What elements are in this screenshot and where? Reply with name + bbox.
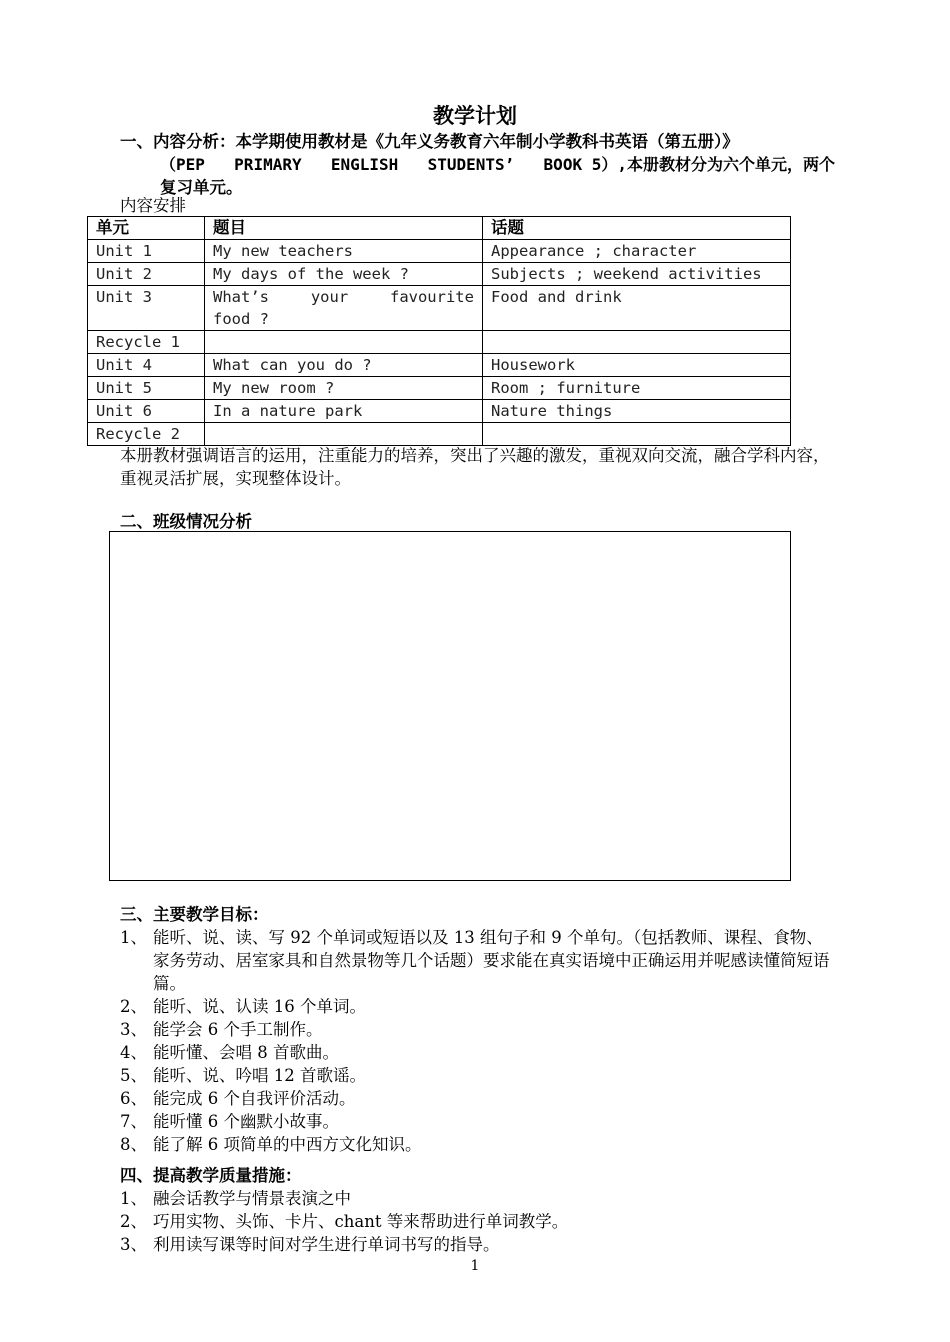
table-row — [88, 331, 791, 354]
item-text: 利用读写课等时间对学生进行单词书写的指导。 — [153, 1235, 500, 1254]
cell-topic — [483, 423, 791, 446]
item-text: 能听、说、读、写 92 个单词或短语以及 13 组句子和 9 个单句。（包括教师、课程、食物、家务劳动、居室家具和自然景物等几个话题）要求能在真实语境中正确运用并呢感读懂简短语篇。 — [153, 928, 830, 993]
cell-title-line2: food ? — [213, 310, 269, 328]
measures-list — [120, 1187, 835, 1256]
list-item — [120, 1233, 835, 1256]
line2-part: ENGLISH — [330, 155, 399, 174]
item-text: 能听、说、吟唱 12 首歌谣。 — [153, 1066, 366, 1085]
item-text: 能听懂 6 个幽默小故事。 — [153, 1112, 339, 1131]
section4-heading: 四、提高教学质量措施： — [120, 1166, 302, 1185]
item-text: 能听懂、会唱 8 首歌曲。 — [153, 1043, 339, 1062]
header-title: 题目 — [205, 217, 483, 240]
word: your — [310, 288, 349, 306]
list-item — [120, 1110, 835, 1133]
cell-unit: Unit 5 — [88, 377, 205, 400]
list-item — [120, 1041, 835, 1064]
section1-continuation — [160, 153, 835, 199]
item-number: 8、 — [120, 1135, 147, 1154]
list-item — [120, 995, 835, 1018]
cell-title-line1 — [213, 286, 482, 308]
cell-title — [205, 286, 483, 331]
word: What’s — [213, 288, 269, 306]
section3-heading: 三、主要教学目标： — [120, 905, 269, 924]
page-title: 教学计划 — [433, 103, 517, 128]
table-row — [88, 400, 791, 423]
cell-title — [205, 331, 483, 354]
cell-topic: Food and drink — [483, 286, 791, 331]
item-number: 3、 — [120, 1020, 147, 1039]
cell-topic: Appearance ; character — [483, 240, 791, 263]
cell-title: What can you do ? — [205, 354, 483, 377]
word: favourite — [389, 288, 474, 306]
cell-topic: Nature things — [483, 400, 791, 423]
list-item — [120, 1133, 835, 1156]
section1-line2 — [160, 153, 835, 176]
table-row — [88, 377, 791, 400]
line2-part: STUDENTS’ — [427, 155, 515, 174]
cell-unit: Unit 3 — [88, 286, 205, 331]
item-number: 1、 — [120, 1189, 147, 1208]
item-number: 2、 — [120, 1212, 147, 1231]
header-unit: 单元 — [88, 217, 205, 240]
item-number: 3、 — [120, 1235, 147, 1254]
item-number: 6、 — [120, 1089, 147, 1108]
item-number: 2、 — [120, 997, 147, 1016]
line2-part: （PEP — [160, 155, 205, 174]
item-number: 4、 — [120, 1043, 147, 1062]
header-topic: 话题 — [483, 217, 791, 240]
table-row — [88, 240, 791, 263]
list-item — [120, 1018, 835, 1041]
cell-topic: Housework — [483, 354, 791, 377]
cell-unit: Unit 4 — [88, 354, 205, 377]
section1-heading: 一、内容分析：本学期使用教材是《九年义务教育六年制小学教科书英语（第五册）》 — [120, 132, 739, 151]
list-item — [120, 1210, 835, 1233]
cell-unit: Unit 2 — [88, 263, 205, 286]
cell-title: In a nature park — [205, 400, 483, 423]
cell-title: My days of the week ? — [205, 263, 483, 286]
item-text: 巧用实物、头饰、卡片、chant 等来帮助进行单词教学。 — [153, 1212, 569, 1231]
cell-title — [205, 423, 483, 446]
units-table — [87, 216, 791, 446]
class-analysis-box — [109, 531, 791, 881]
arrangement-label: 内容安排 — [120, 196, 186, 215]
cell-topic: Subjects ; weekend activities — [483, 263, 791, 286]
list-item — [120, 926, 835, 995]
item-text: 能听、说、认读 16 个单词。 — [153, 997, 366, 1016]
content-summary: 本册教材强调语言的运用，注重能力的培养，突出了兴趣的激发，重视双向交流，融合学科内容，重视灵活扩展，实现整体设计。 — [120, 446, 830, 488]
line2-part: PRIMARY — [234, 155, 302, 174]
cell-title: My new teachers — [205, 240, 483, 263]
goals-list — [120, 926, 835, 1156]
item-text: 融会话教学与情景表演之中 — [153, 1189, 351, 1208]
table-row — [88, 423, 791, 446]
item-text: 能学会 6 个手工制作。 — [153, 1020, 323, 1039]
cell-title: My new room ? — [205, 377, 483, 400]
item-text: 能了解 6 项简单的中西方文化知识。 — [153, 1135, 422, 1154]
page-number: 1 — [470, 1258, 480, 1274]
cell-unit: Recycle 1 — [88, 331, 205, 354]
table-row — [88, 354, 791, 377]
cell-unit: Recycle 2 — [88, 423, 205, 446]
item-text: 能完成 6 个自我评价活动。 — [153, 1089, 356, 1108]
table-row — [88, 263, 791, 286]
line2-part: BOOK 5）,本册教材分为六个单元，两个 — [543, 155, 835, 174]
item-number: 7、 — [120, 1112, 147, 1131]
list-item — [120, 1087, 835, 1110]
cell-topic: Room ; furniture — [483, 377, 791, 400]
section1-line3: 复习单元。 — [160, 178, 243, 197]
cell-unit: Unit 6 — [88, 400, 205, 423]
cell-unit: Unit 1 — [88, 240, 205, 263]
table-header-row — [88, 217, 791, 240]
list-item — [120, 1064, 835, 1087]
item-number: 5、 — [120, 1066, 147, 1085]
table-row — [88, 286, 791, 331]
section2-heading: 二、班级情况分析 — [120, 512, 252, 531]
item-number: 1、 — [120, 928, 147, 947]
list-item — [120, 1187, 835, 1210]
cell-topic — [483, 331, 791, 354]
